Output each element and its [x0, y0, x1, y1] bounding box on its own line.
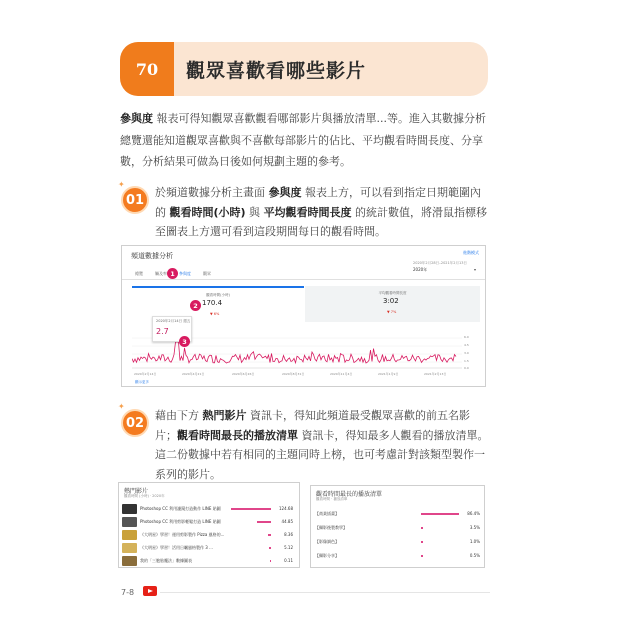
video-thumbnail: [122, 543, 137, 553]
playlist-title: 【商業插畫】: [315, 511, 339, 516]
footer-divider: [160, 592, 490, 593]
divider: [122, 279, 485, 280]
metric-avg-duration-change: ▼ 7%: [387, 310, 397, 314]
x-tick: 2021年1月9日: [378, 372, 399, 376]
tab-reach[interactable]: 觸及率: [155, 271, 167, 276]
metric-avg-duration-value: 3:02: [383, 297, 399, 305]
value-bar: [268, 534, 271, 536]
y-tick: 0.0: [464, 366, 469, 370]
watch-time-value: 5.12: [284, 545, 293, 550]
value-bar: [421, 555, 423, 557]
page-number: 7-8: [121, 588, 135, 597]
metric-watch-time-value: 170.4: [202, 299, 223, 307]
watch-time-value: 8.36: [284, 532, 293, 537]
step-1-badge: 01: [121, 186, 149, 214]
intro-text: 報表可得知觀眾喜歡觀看哪部影片與播放清單...等。進入其數據分析總覽還能知道觀眾喜歡與不喜歡每部影片的佔比、平均觀看時間長度、分享數，分析結果可做為日後如何規劃主題的參考。: [120, 112, 486, 168]
y-tick: 3.0: [464, 351, 469, 355]
metric-watch-time-label: 觀看時間(小時): [206, 293, 230, 297]
playlist-share: 3.5%: [469, 525, 480, 530]
playlist-share: 1.0%: [469, 539, 480, 544]
top-playlists-subtitle: 觀看時間 · 播放清單: [316, 497, 348, 501]
tooltip-date: 2020年2月14日 週五: [156, 319, 191, 323]
x-tick: 2020年2月14日: [134, 372, 157, 376]
y-tick: 1.5: [464, 359, 469, 363]
table-row[interactable]: [119, 516, 299, 528]
playlist-title: 【攝影分享】: [315, 553, 339, 558]
marker-3: 3: [179, 336, 190, 347]
y-tick: 4.5: [464, 343, 469, 347]
metric-watch-time-change: ▼ 6%: [210, 312, 220, 316]
top-playlists-title: 觀看時間最長的播放清單: [316, 491, 383, 498]
table-row[interactable]: [311, 508, 484, 520]
value-bar: [231, 508, 271, 510]
analytics-tabs: [135, 271, 223, 277]
advanced-mode-link[interactable]: 進階模式: [463, 250, 479, 255]
top-playlists-card: [310, 485, 485, 568]
table-row[interactable]: [119, 503, 299, 515]
watch-time-value: 0.11: [284, 558, 293, 563]
intro-bold: 參與度: [120, 112, 153, 125]
x-tick: 2020年4月21日: [182, 372, 205, 376]
show-more-link[interactable]: 顯示更多: [135, 380, 149, 384]
date-range-label: 2020年2月28日–2021年2月13日: [413, 261, 467, 265]
date-range-value[interactable]: 2020年: [413, 267, 428, 272]
metric-avg-duration[interactable]: [305, 286, 480, 322]
youtube-icon: [143, 586, 157, 596]
popular-videos-card: [118, 482, 300, 568]
analytics-title: 頻道數據分析: [131, 252, 173, 260]
step-2-badge: 02: [121, 409, 149, 437]
section-title: 觀眾喜歡看哪些影片: [186, 60, 367, 82]
tab-engagement[interactable]: 參與度: [179, 271, 191, 276]
video-thumbnail: [122, 504, 137, 514]
video-thumbnail: [122, 530, 137, 540]
step-1-text: 於頻道數據分析主畫面 參與度 報表上方，可以看到指定日期範圍內的 觀看時間(小時) 與 平均觀看時間長度 的統計數值，將滑鼠指標移至圖表上方還可看到這段期間每日的觀看時間。: [155, 186, 488, 238]
table-row[interactable]: [119, 555, 299, 567]
video-title: 我的「三胞胎魔法」數據圖表: [140, 558, 192, 563]
watch-time-value: 44.85: [281, 519, 293, 524]
popular-videos-title: 熱門影片: [124, 488, 149, 495]
table-row[interactable]: [311, 536, 484, 548]
sparkle-icon: ✦: [118, 402, 125, 411]
marker-1: 1: [167, 268, 178, 279]
playlist-title: 【攝影後製教學】: [315, 525, 347, 530]
value-bar: [421, 527, 423, 529]
value-bar: [421, 541, 423, 543]
table-row[interactable]: [119, 542, 299, 554]
table-row[interactable]: [311, 522, 484, 534]
metric-avg-duration-label: 平均觀看時間長度: [378, 291, 407, 295]
sparkle-icon: ✦: [118, 180, 125, 189]
section-number: 70: [120, 42, 174, 96]
marker-2: 2: [190, 300, 201, 311]
x-tick: 2020年8月31日: [282, 372, 305, 376]
step-2-text: 藉由下方 熱門影片 資訊卡，得知此頻道最受觀眾喜歡的前五名影片；觀看時間最長的播放清單 資訊卡，得知最多人觀看的播放清單。這二份數據中若有相同的主題同時上榜，也可考慮計對該類型製作一系列的影片。: [155, 409, 489, 481]
chevron-down-icon[interactable]: ▾: [474, 267, 477, 272]
video-title: 《大明星》學習！活用日曬風格製作 3 ...: [140, 545, 213, 550]
video-thumbnail: [122, 556, 137, 566]
video-title: 《大明星》學習！運用剪影製作 Pizza 風格的...: [140, 532, 225, 537]
table-row[interactable]: [311, 550, 484, 562]
tooltip-value: 2.7: [156, 327, 169, 336]
playlist-share: 86.4%: [467, 511, 480, 516]
tab-overview[interactable]: 總覽: [135, 271, 143, 276]
playlist-title: 【影像調色】: [315, 539, 339, 544]
value-bar: [269, 547, 271, 549]
x-tick: 2020年11月4日: [330, 372, 353, 376]
y-tick: 6.0: [464, 335, 469, 339]
x-tick: 2021年2月13日: [424, 372, 447, 376]
x-tick: 2020年6月26日: [232, 372, 255, 376]
watch-time-value: 124.68: [279, 506, 293, 511]
video-title: Photoshop CC 利用濾鏡打造動作 LINE 貼圖: [140, 506, 221, 511]
value-bar: [257, 521, 271, 523]
analytics-screenshot: [121, 245, 486, 387]
value-bar: [421, 513, 459, 515]
popular-videos-subtitle: 觀看時間 (小時) · 2020年: [124, 494, 165, 498]
intro-paragraph: [120, 108, 492, 173]
playlist-share: 0.5%: [469, 553, 480, 558]
value-bar: [270, 560, 272, 562]
table-row[interactable]: [119, 529, 299, 541]
tab-audience[interactable]: 觀眾: [203, 271, 211, 276]
video-thumbnail: [122, 517, 137, 527]
video-title: Photoshop CC 利用剪影輕鬆打造 LINE 貼圖: [140, 519, 221, 524]
